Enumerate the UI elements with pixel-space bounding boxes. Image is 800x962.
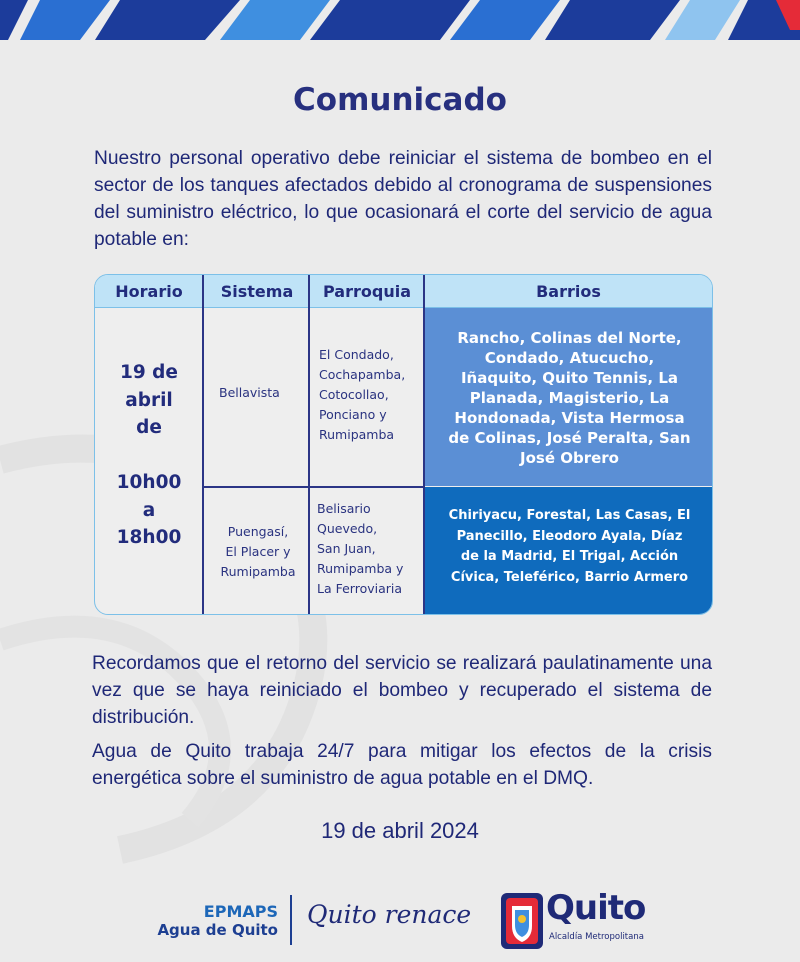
barrios-text-row-1: Rancho, Colinas del Norte, Condado, Atucucho, Iñaquito, Quito Tennis, La Planada, Magisterio, La Hondonada, Vista Hermosa de Colinas, José Peralta, San José Obrero	[448, 329, 691, 467]
intro-paragraph: Nuestro personal operativo debe reiniciar el sistema de bombeo en el sector de los tanques afectados debido al cronograma de suspensiones del suministro eléctrico, lo que ocasionará el corte del servicio de agua potable en:	[94, 148, 712, 250]
epmaps-name: EPMAPS	[203, 902, 278, 921]
parroquia-cell-row-1: El Condado, Cochapamba, Cotocollao, Ponciano y Rumipamba	[319, 347, 406, 442]
quito-renace-slogan: Quito renace	[307, 900, 472, 929]
alcaldia-subtitle: Alcaldía Metropolitana	[549, 932, 644, 942]
header-barrios: Barrios	[536, 282, 601, 301]
footer-divider	[290, 895, 292, 945]
schedule-table	[94, 274, 713, 615]
row-divider	[203, 486, 425, 488]
header-horario: Horario	[115, 282, 183, 301]
communique-date: 19 de abril 2024	[321, 818, 479, 843]
epmaps-subtitle: Agua de Quito	[157, 921, 278, 939]
top-decorative-band	[0, 0, 800, 40]
parroquia-cell-row-2: Belisario Quevedo, San Juan, Rumipamba y La Ferroviaria	[317, 501, 404, 596]
horario-cell: 19 de abril de 10h00 a 18h00	[116, 362, 182, 548]
return-service-paragraph: Recordamos que el retorno del servicio se realizará paulatinamente una vez que se haya reiniciado el bombeo y recuperado el sistema de distribución.	[92, 653, 712, 728]
page-title: Comunicado	[293, 82, 507, 118]
header-parroquia: Parroquia	[323, 282, 411, 301]
column-divider	[308, 275, 310, 614]
sistema-cell-row-1: Bellavista	[219, 385, 280, 400]
column-divider	[423, 275, 425, 614]
sistema-cell-row-2: Puengasí, El Placer y Rumipamba	[220, 524, 296, 579]
epmaps-logo	[140, 903, 278, 939]
barrios-text-row-2: Chiriyacu, Forestal, Las Casas, El Panecillo, Eleodoro Ayala, Díaz de la Madrid, El Trigal, Acción Cívica, Teleférico, Barrio Armero	[448, 508, 691, 585]
header-sistema: Sistema	[220, 282, 294, 301]
quito-wordmark: Quito	[546, 888, 646, 928]
agua-de-quito-paragraph: Agua de Quito trabaja 24/7 para mitigar los efectos de la crisis energética sobre el suministro de agua potable en el DMQ.	[92, 741, 712, 789]
quito-coat-of-arms-icon	[500, 892, 544, 950]
